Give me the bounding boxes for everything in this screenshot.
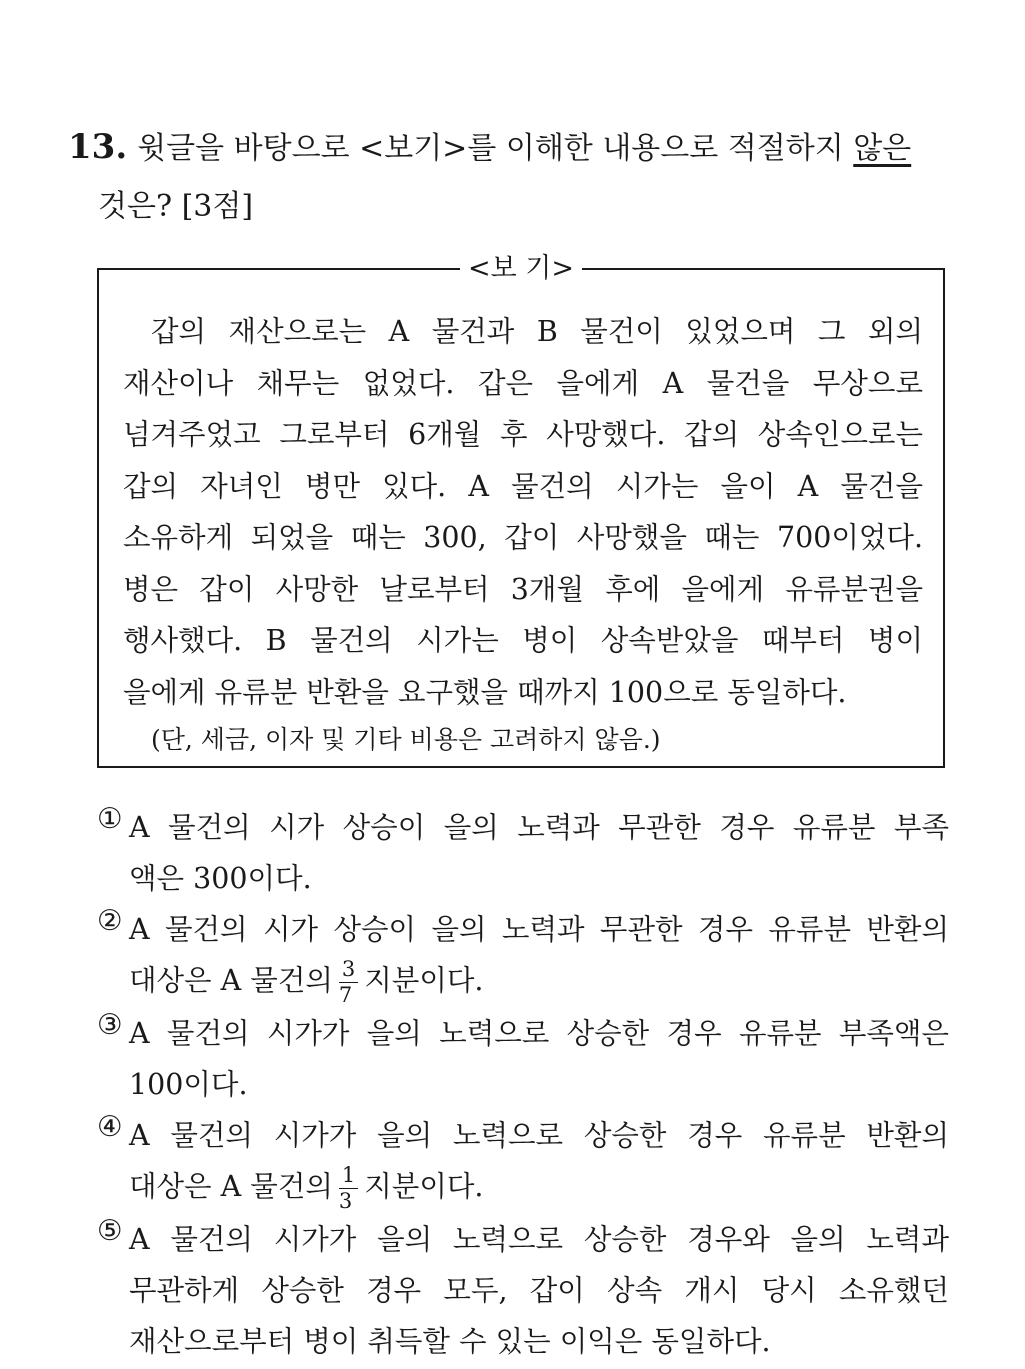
- fraction-denominator: 3: [338, 1189, 353, 1213]
- choice-text: 액은 300이다.: [129, 862, 312, 895]
- stem-underlined-word: 않은: [853, 131, 912, 166]
- question-number: 13.: [68, 127, 128, 167]
- bogi-line: 재산이나 채무는 없었다. 갑은 을에게 A 물건을 무상으로: [123, 366, 923, 400]
- bogi-line: 넘겨주었고 그로부터 6개월 후 사망했다. 갑의 상속인으로는: [123, 418, 923, 451]
- bogi-line: 갑의 자녀인 병만 있다. A 물건의 시가는 을이 A 물건을: [123, 469, 923, 503]
- choice-text: 무관하게 상승한 경우 모두, 갑이 상속 개시 당시 소유했던: [129, 1274, 949, 1307]
- choice-2[interactable]: [97, 904, 949, 1008]
- stem-text: 윗글을 바탕으로 <보기>를 이해한 내용으로 적절하지: [137, 131, 844, 166]
- choice-number: ②: [97, 904, 123, 937]
- bogi-title: <보 기>: [460, 251, 582, 287]
- bogi-line: 행사했다. B 물건의 시가는 병이 상속받았을 때부터 병이: [123, 624, 923, 657]
- fraction: [339, 1165, 358, 1212]
- choice-number: ①: [97, 802, 123, 835]
- choice-text: 지분이다.: [364, 1170, 484, 1203]
- choice-text: 대상은 A 물건의: [129, 1170, 333, 1203]
- choice-3[interactable]: [97, 1008, 949, 1110]
- fraction-numerator: 3: [339, 959, 358, 983]
- choice-text: A 물건의 시가가 을의 노력으로 상승한 경우 유류분 부족액은: [129, 1017, 949, 1050]
- bogi-line: 갑의 재산으로는 A 물건과 B 물건이 있었으며 그 외의: [151, 315, 923, 348]
- choice-number: ④: [97, 1110, 123, 1143]
- answer-choices: [97, 802, 949, 1367]
- choice-5[interactable]: [97, 1214, 949, 1367]
- question-stem: [68, 118, 948, 236]
- bogi-line: 소유하게 되었을 때는 300, 갑이 사망했을 때는 700이었다.: [123, 521, 923, 554]
- choice-text: A 물건의 시가가 을의 노력으로 상승한 경우 유류분 반환의: [129, 1119, 949, 1152]
- choice-text: 지분이다.: [364, 964, 484, 997]
- bogi-passage: [123, 306, 923, 760]
- fraction: [339, 959, 358, 1006]
- choice-text: A 물건의 시가 상승이 을의 노력과 무관한 경우 유류분 부족: [129, 811, 949, 844]
- bogi-box: [97, 253, 945, 768]
- choice-number: ③: [97, 1008, 123, 1041]
- choice-text: 100이다.: [129, 1068, 248, 1101]
- bogi-note: (단, 세금, 이자 및 기타 비용은 고려하지 않음.): [151, 725, 661, 754]
- choice-text: A 물건의 시가 상승이 을의 노력과 무관한 경우 유류분 반환의: [129, 913, 949, 946]
- fraction-denominator: 7: [338, 983, 353, 1007]
- bogi-line: 병은 갑이 사망한 날로부터 3개월 후에 을에게 유류분권을: [123, 572, 923, 606]
- stem-text-line2: 것은? [3점]: [98, 189, 254, 224]
- choice-text-with-fraction: [129, 955, 949, 1008]
- bogi-line: 을에게 유류분 반환을 요구했을 때까지 100으로 동일하다.: [123, 675, 847, 709]
- choice-text: A 물건의 시가가 을의 노력으로 상승한 경우와 을의 노력과: [129, 1223, 949, 1256]
- choice-text: 재산으로부터 병이 취득할 수 있는 이익은 동일하다.: [129, 1325, 771, 1358]
- choice-number: ⑤: [97, 1214, 123, 1247]
- choice-text: 대상은 A 물건의: [129, 964, 333, 997]
- choice-text-with-fraction: [129, 1161, 949, 1214]
- fraction-numerator: 1: [339, 1165, 358, 1189]
- choice-4[interactable]: [97, 1110, 949, 1214]
- choice-1[interactable]: [97, 802, 949, 904]
